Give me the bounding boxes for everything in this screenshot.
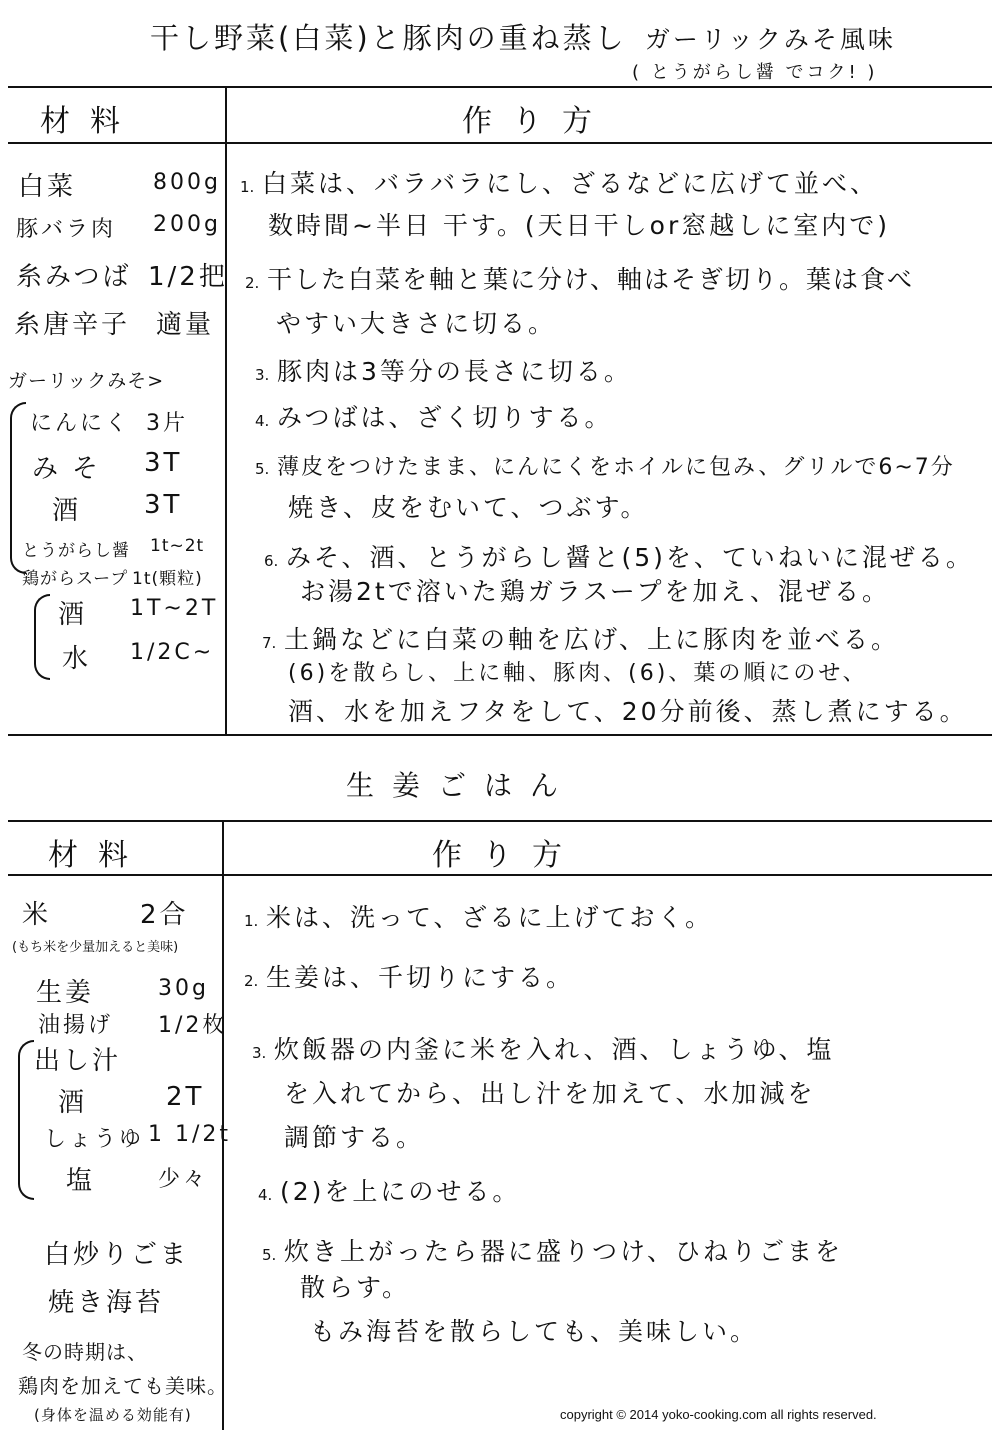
- recipe2-rice-note: (もち米を少量加えると美味): [12, 940, 179, 955]
- recipe1-ingredient: 白菜: [18, 172, 77, 202]
- recipe2-ingredient-qty: 30g: [158, 976, 209, 1001]
- recipe1-ingredient-qty: 適量: [156, 310, 215, 340]
- recipe1-liquid-qty: 1/2C~: [130, 640, 215, 665]
- recipe2-step-line: もみ海苔を散らしても、美味しい。: [310, 1317, 759, 1346]
- recipe1-step: 7. 土鍋などに白菜の軸を広げ、上に豚肉を並べる。: [262, 625, 900, 654]
- recipe1-column-divider: [225, 86, 227, 734]
- recipe1-subtitle: ( とうがらし醤 でコク! ): [632, 62, 878, 83]
- recipe2-stock-item: 酒: [58, 1088, 88, 1118]
- recipe1-step-line: 酒、水を加えフタをして、20分前後、蒸し煮にする。: [288, 697, 968, 726]
- recipe2-header-rule: [8, 874, 992, 876]
- recipe1-title-suffix: ガーリックみそ風味: [644, 25, 896, 54]
- recipe1-sauce-item: 酒: [52, 496, 82, 526]
- recipe1-sauce-item: 鶏がらスープ: [22, 569, 129, 589]
- recipe1-top-rule: [8, 86, 992, 88]
- recipe1-sauce-qty: 3T: [144, 448, 183, 478]
- recipe1-sauce-item: みそ: [32, 454, 113, 484]
- recipe2-ingredient: 米: [22, 900, 52, 930]
- recipe1-liquid-qty: 1T~2T: [130, 596, 219, 621]
- recipe1-ingredient: 糸唐辛子: [14, 310, 131, 340]
- recipe2-step-line: 散らす。: [300, 1273, 411, 1302]
- recipe1-ingredient-qty: 200g: [153, 212, 221, 237]
- recipe2-winter-note-aside: (身体を温める効能有): [34, 1406, 192, 1424]
- recipe2-stock-qty: 少々: [158, 1167, 209, 1192]
- recipe1-step: 3. 豚肉は3等分の長さに切る。: [255, 357, 632, 386]
- recipe1-sauce-title: ガーリックみそ>: [8, 370, 165, 392]
- recipe1-title-main: 干し野菜(白菜)と豚肉の重ね蒸し: [150, 21, 627, 55]
- recipe1-step-line: お湯2tで溶いた鶏ガラスープを加え、混ぜる。: [300, 577, 890, 606]
- recipe1-sauce-item: とうがらし醤: [22, 541, 130, 561]
- recipe2-ingredient: 油揚げ: [38, 1013, 114, 1038]
- recipe1-step-line: 焼き、皮をむいて、つぶす。: [288, 493, 649, 522]
- recipe1-ingredient-qty: 800g: [153, 170, 221, 195]
- recipe1-step: 2. 干した白菜を軸と葉に分け、軸はそぎ切り。葉は食べ: [245, 265, 915, 294]
- recipe2-ingredient-qty: 1/2枚: [158, 1013, 228, 1038]
- recipe1-sauce-qty: 1t(顆粒): [132, 569, 203, 589]
- recipe1-step-line: 数時間~半日 干す。(天日干しor窓越しに室内で): [268, 211, 890, 240]
- recipe2-step: 5. 炊き上がったら器に盛りつけ、ひねりごまを: [262, 1237, 844, 1266]
- recipe2-stock-item: しょうゆ: [44, 1127, 145, 1152]
- recipe2-stock-item: 塩: [66, 1166, 96, 1196]
- recipe1-sauce-qty: 3T: [144, 490, 183, 520]
- recipe2-step: 4. (2)を上にのせる。: [258, 1177, 521, 1206]
- recipe1-step: 4. みつばは、ざく切りする。: [255, 403, 613, 432]
- recipe1-liquid-item: 酒: [58, 600, 88, 630]
- recipe1-header-method: 作り方: [462, 104, 612, 139]
- recipe1-step-line: (6)を散らし、上に軸、豚肉、(6)、葉の順にのせ、: [288, 661, 868, 686]
- recipe2-topping: 焼き海苔: [48, 1288, 165, 1318]
- recipe2-step: 2. 生姜は、千切りにする。: [244, 963, 575, 992]
- recipe2-stock-qty: 1 1/2t: [148, 1122, 232, 1147]
- recipe2-winter-note: 鶏肉を加えても美味。: [18, 1374, 228, 1398]
- recipe1-ingredient: 豚バラ肉: [16, 217, 117, 242]
- recipe2-header-method: 作り方: [432, 838, 582, 873]
- recipe1-sauce-qty: 3片: [146, 411, 188, 436]
- copyright-notice: copyright © 2014 yoko-cooking.com all rights reserved.: [560, 1407, 877, 1422]
- recipe1-bottom-rule: [8, 734, 992, 736]
- recipe2-step-line: 調節する。: [284, 1123, 425, 1152]
- recipe2-step: 3. 炊飯器の内釜に米を入れ、酒、しょうゆ、塩: [252, 1035, 835, 1064]
- recipe1-sauce-item: にんにく: [30, 411, 131, 436]
- recipe2-winter-note: 冬の時期は、: [22, 1340, 148, 1364]
- recipe1-step: 6. みそ、酒、とうがらし醤と(5)を、ていねいに混ぜる。: [264, 543, 974, 572]
- recipe2-step: 1. 米は、洗って、ざるに上げておく。: [244, 903, 714, 932]
- recipe1-step: 1. 白菜は、バラバラにし、ざるなどに広げて並べ、: [240, 169, 879, 198]
- recipe2-ingredient-qty: 2合: [140, 900, 189, 930]
- recipe2-stock-title: 出し汁: [34, 1046, 122, 1076]
- recipe2-header-ingredients: 材料: [48, 838, 148, 873]
- recipe1-header-ingredients: 材料: [40, 104, 140, 139]
- recipe1-sauce-qty: 1t~2t: [150, 536, 205, 556]
- recipe1-title: [150, 16, 896, 57]
- recipe2-title: 生姜ごはん: [346, 769, 577, 802]
- recipe2-stock-brace: [18, 1040, 34, 1200]
- recipe1-liquid-item: 水: [62, 644, 92, 674]
- recipe1-step-line: やすい大きさに切る。: [276, 309, 557, 338]
- recipe2-topping: 白炒りごま: [44, 1240, 190, 1270]
- recipe2-ingredient: 生姜: [36, 978, 95, 1008]
- recipe1-ingredient: 糸みつば: [16, 262, 132, 292]
- recipe1-step: 5. 薄皮をつけたまま、にんにくをホイルに包み、グリルで6~7分: [255, 455, 955, 480]
- recipe1-liquid-brace: [34, 594, 50, 680]
- recipe2-step-line: を入れてから、出し汁を加えて、水加減を: [284, 1079, 816, 1108]
- recipe2-top-rule: [8, 820, 992, 822]
- recipe2-stock-qty: 2T: [166, 1082, 205, 1112]
- recipe1-header-rule: [8, 142, 992, 144]
- recipe1-ingredient-qty: 1/2把: [148, 262, 228, 292]
